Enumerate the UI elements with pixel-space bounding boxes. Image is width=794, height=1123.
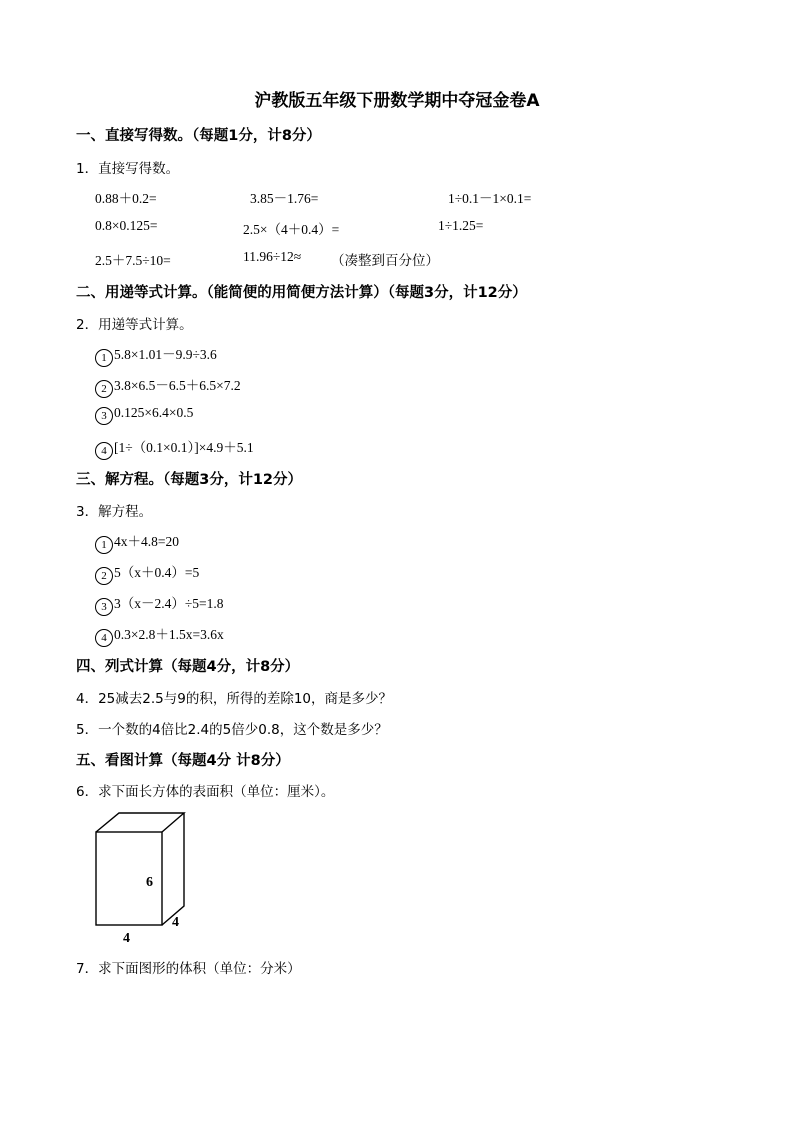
section-3-heading: 三、解方程。（每题3分，计12分）: [76, 472, 303, 488]
q3-item-4: [95, 623, 224, 647]
q2-item-3-expr: 0.125×6.4×0.5: [114, 405, 194, 420]
q3-item-3-expr: 3（x－2.4）÷5=1.8: [114, 596, 224, 611]
question-5: 5．一个数的4倍比2.4的5倍少0.8，这个数是多少？: [76, 722, 388, 738]
circled-number-4: 4: [95, 442, 113, 460]
q3-item-2-expr: 5（x＋0.4）=5: [114, 565, 200, 580]
cuboid-figure: [85, 805, 205, 950]
q1-item-5: 2.5×（4＋0.4）=: [243, 222, 340, 237]
q1-item-8-note: （凑整到百分位）: [331, 253, 439, 269]
cuboid-width-label: 4: [123, 931, 130, 946]
section-1-heading: 一、直接写得数。（每题1分，计8分）: [76, 128, 321, 144]
q2-item-4-expr: [1÷（0.1×0.1）]×4.9＋5.1: [114, 440, 254, 455]
q2-item-3: [95, 405, 193, 425]
question-7: 7．求下面图形的体积（单位：分米）: [76, 961, 301, 977]
q3-item-3: [95, 592, 224, 616]
section-5-heading: 五、看图计算（每题4分 计8分）: [76, 753, 290, 769]
cuboid-top-face: [96, 813, 184, 832]
q1-item-1: 0.88＋0.2=: [95, 191, 157, 206]
section-4-heading: 四、列式计算（每题4分，计8分）: [76, 659, 300, 675]
circled-number-1: 1: [95, 536, 113, 554]
q1-item-7: 2.5＋7.5÷10=: [95, 253, 171, 268]
circled-number-1: 1: [95, 349, 113, 367]
cuboid-depth-label: 4: [172, 915, 179, 930]
question-4: 4．25减去2.5与9的积，所得的差除10，商是多少？: [76, 691, 393, 707]
q3-item-1-expr: 4x＋4.8=20: [114, 534, 179, 549]
question-6: 6．求下面长方体的表面积（单位：厘米）。: [76, 784, 335, 800]
q1-item-4: 0.8×0.125=: [95, 218, 158, 233]
q3-item-2: [95, 561, 199, 585]
q2-item-1: [95, 343, 217, 367]
q2-item-2-expr: 3.8×6.5－6.5＋6.5×7.2: [114, 378, 241, 393]
question-1-stem: 1．直接写得数。: [76, 161, 180, 177]
question-2-stem: 2．用递等式计算。: [76, 317, 193, 333]
q1-item-8: 11.96÷12≈: [243, 249, 302, 264]
circled-number-2: 2: [95, 567, 113, 585]
q1-item-6: 1÷1.25=: [438, 218, 484, 233]
q3-item-4-expr: 0.3×2.8＋1.5x=3.6x: [114, 627, 224, 642]
cuboid-height-label: 6: [146, 875, 153, 890]
q2-item-1-expr: 5.8×1.01－9.9÷3.6: [114, 347, 217, 362]
q1-item-2: 3.85－1.76=: [250, 191, 319, 206]
circled-number-2: 2: [95, 380, 113, 398]
circled-number-3: 3: [95, 598, 113, 616]
circled-number-3: 3: [95, 407, 113, 425]
circled-number-4: 4: [95, 629, 113, 647]
q2-item-4: [95, 436, 254, 460]
q3-item-1: [95, 530, 179, 554]
page-title: 沪教版五年级下册数学期中夺冠金卷A: [254, 91, 540, 111]
section-2-heading: 二、用递等式计算。（能简便的用简便方法计算）（每题3分，计12分）: [76, 285, 527, 301]
q2-item-2: [95, 374, 241, 398]
question-3-stem: 3．解方程。: [76, 504, 153, 520]
q1-item-3: 1÷0.1－1×0.1=: [448, 191, 532, 206]
